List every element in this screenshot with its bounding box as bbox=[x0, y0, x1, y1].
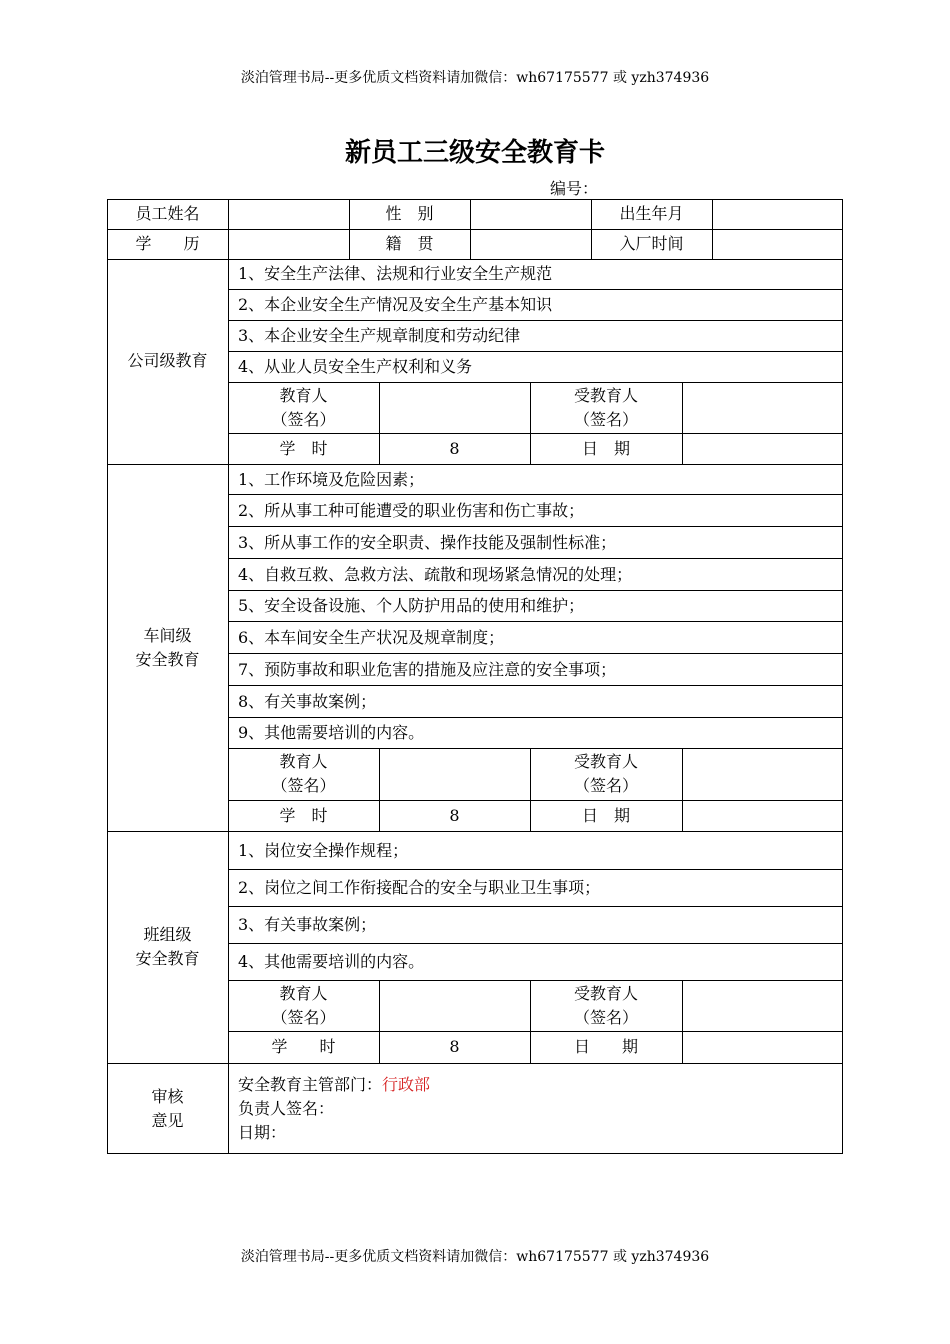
row-divider bbox=[228, 351, 843, 352]
company-hours-value: 8 bbox=[449, 439, 460, 458]
row-divider bbox=[228, 800, 843, 801]
company-item: 2、本企业安全生产情况及安全生产基本知识 bbox=[238, 295, 553, 314]
col-divider bbox=[712, 199, 713, 259]
col-divider bbox=[682, 980, 683, 1063]
row-divider bbox=[228, 621, 843, 622]
gender-label: 性 别 bbox=[385, 204, 434, 223]
row-divider bbox=[228, 685, 843, 686]
row-divider bbox=[228, 558, 843, 559]
workshop-educator-sign-label: （签名） bbox=[271, 776, 336, 795]
entry-date-label: 入厂时间 bbox=[619, 234, 684, 253]
workshop-hours-label: 学 时 bbox=[279, 806, 328, 825]
row-divider bbox=[228, 906, 843, 907]
team-hours-value: 8 bbox=[449, 1037, 460, 1056]
serial-number-label: 编号： bbox=[550, 179, 599, 198]
row-divider bbox=[228, 943, 843, 944]
workshop-item: 4、自救互救、急救方法、疏散和现场紧急情况的处理； bbox=[238, 565, 633, 584]
row-divider bbox=[228, 980, 843, 981]
header-note: 淡泊管理书局--更多优质文档资料请加微信：wh67175577 或 yzh374936 bbox=[240, 70, 710, 86]
team-item: 4、其他需要培训的内容。 bbox=[238, 952, 425, 971]
row-divider bbox=[228, 382, 843, 383]
review-label-line2: 意见 bbox=[151, 1111, 184, 1130]
footer-note: 淡泊管理书局--更多优质文档资料请加微信：wh67175577 或 yzh374936 bbox=[240, 1249, 710, 1265]
workshop-trainee-label: 受教育人 bbox=[573, 752, 638, 771]
row-divider bbox=[107, 229, 843, 230]
company-trainee-sign-label: （签名） bbox=[573, 410, 638, 429]
review-date-label: 日期： bbox=[238, 1123, 287, 1142]
company-item: 1、安全生产法律、法规和行业安全生产规范 bbox=[238, 264, 553, 283]
team-educator-sign-label: （签名） bbox=[271, 1008, 336, 1027]
team-level-label-line1: 班组级 bbox=[143, 925, 192, 944]
company-educator-sign-label: （签名） bbox=[271, 410, 336, 429]
col-divider bbox=[682, 382, 683, 464]
workshop-level-label-line1: 车间级 bbox=[143, 626, 192, 645]
workshop-educator-label: 教育人 bbox=[279, 752, 328, 771]
review-dept-row bbox=[238, 1073, 430, 1097]
review-dept-value: 行政部 bbox=[382, 1075, 431, 1094]
row-divider bbox=[228, 526, 843, 527]
employee-name-label: 员工姓名 bbox=[135, 204, 200, 223]
section-divider bbox=[107, 464, 843, 465]
row-divider bbox=[228, 289, 843, 290]
review-label-line1: 审核 bbox=[151, 1087, 184, 1106]
page-title: 新员工三级安全教育卡 bbox=[344, 138, 605, 168]
team-trainee-sign-label: （签名） bbox=[573, 1008, 638, 1027]
workshop-item: 2、所从事工种可能遭受的职业伤害和伤亡事故； bbox=[238, 501, 585, 520]
company-item: 4、从业人员安全生产权利和义务 bbox=[238, 357, 473, 376]
workshop-item: 9、其他需要培训的内容。 bbox=[238, 723, 425, 742]
col-divider bbox=[470, 199, 471, 259]
team-educator-label: 教育人 bbox=[279, 984, 328, 1003]
row-divider bbox=[228, 590, 843, 591]
birth-date-label: 出生年月 bbox=[619, 204, 684, 223]
section-divider bbox=[107, 831, 843, 832]
company-trainee-label: 受教育人 bbox=[573, 386, 638, 405]
section-divider bbox=[107, 1063, 843, 1064]
row-divider bbox=[228, 494, 843, 495]
company-date-label: 日 期 bbox=[581, 439, 630, 458]
col-divider bbox=[228, 199, 229, 259]
row-divider bbox=[107, 259, 843, 260]
row-divider bbox=[228, 869, 843, 870]
team-item: 3、有关事故案例； bbox=[238, 915, 377, 934]
review-dept-label: 安全教育主管部门： bbox=[238, 1075, 383, 1094]
workshop-trainee-sign-label: （签名） bbox=[573, 776, 638, 795]
row-divider bbox=[228, 748, 843, 749]
company-level-label: 公司级教育 bbox=[127, 351, 208, 370]
row-divider bbox=[228, 320, 843, 321]
workshop-item: 6、本车间安全生产状况及规章制度； bbox=[238, 628, 505, 647]
team-level-label-line2: 安全教育 bbox=[135, 949, 200, 968]
row-divider bbox=[228, 1031, 843, 1032]
company-educator-label: 教育人 bbox=[279, 386, 328, 405]
workshop-item: 5、安全设备设施、个人防护用品的使用和维护； bbox=[238, 596, 585, 615]
row-divider bbox=[228, 717, 843, 718]
workshop-item: 1、工作环境及危险因素； bbox=[238, 470, 425, 489]
team-date-label: 日 期 bbox=[573, 1037, 638, 1056]
review-signer-label: 负责人签名： bbox=[238, 1099, 335, 1118]
team-item: 2、岗位之间工作衔接配合的安全与职业卫生事项； bbox=[238, 878, 601, 897]
col-divider bbox=[682, 748, 683, 831]
company-hours-label: 学 时 bbox=[279, 439, 328, 458]
workshop-hours-value: 8 bbox=[449, 806, 460, 825]
native-place-label: 籍 贯 bbox=[385, 234, 434, 253]
workshop-item: 3、所从事工作的安全职责、操作技能及强制性标准； bbox=[238, 533, 617, 552]
team-hours-label: 学 时 bbox=[271, 1037, 336, 1056]
education-level-label: 学 历 bbox=[135, 234, 200, 253]
company-item: 3、本企业安全生产规章制度和劳动纪律 bbox=[238, 326, 521, 345]
row-divider bbox=[228, 653, 843, 654]
workshop-item: 7、预防事故和职业危害的措施及应注意的安全事项； bbox=[238, 660, 617, 679]
workshop-level-label-line2: 安全教育 bbox=[135, 650, 200, 669]
row-divider bbox=[228, 433, 843, 434]
workshop-date-label: 日 期 bbox=[581, 806, 630, 825]
team-item: 1、岗位安全操作规程； bbox=[238, 841, 409, 860]
workshop-item: 8、有关事故案例； bbox=[238, 692, 377, 711]
team-trainee-label: 受教育人 bbox=[573, 984, 638, 1003]
